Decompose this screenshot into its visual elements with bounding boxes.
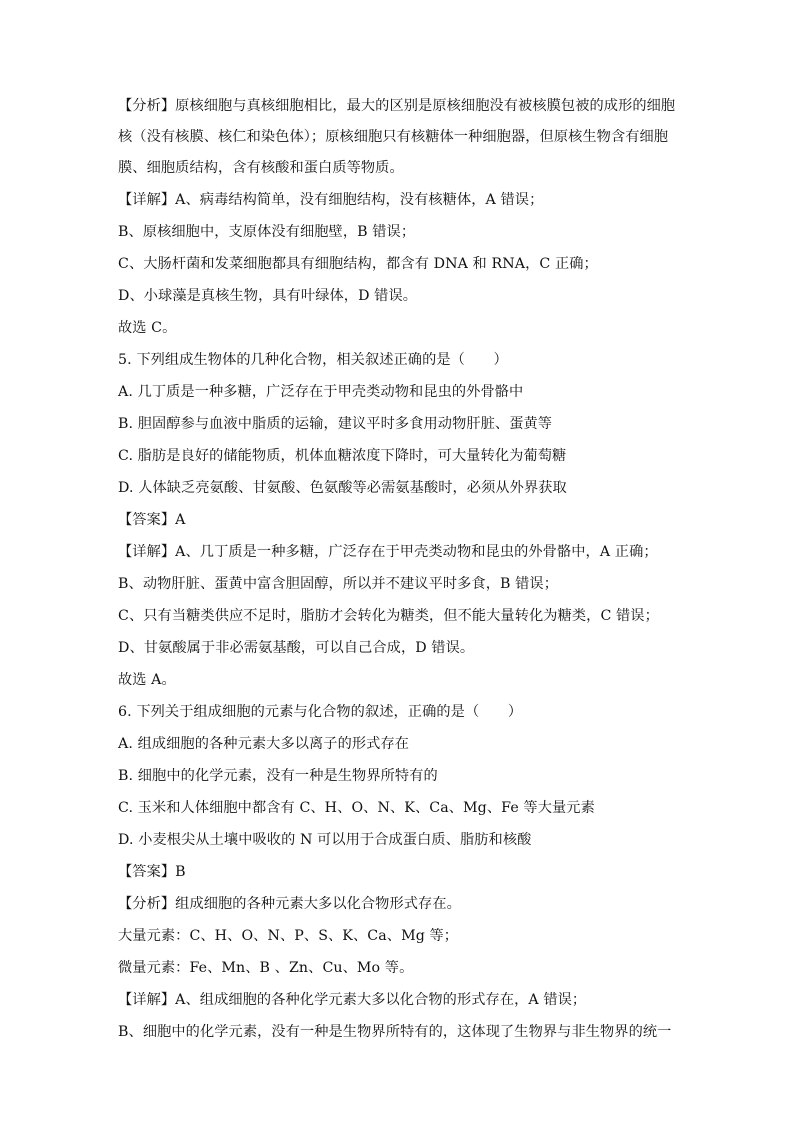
question-5-detail-b: B、动物肝脏、蛋黄中富含胆固醇，所以并不建议平时多食，B 错误； — [118, 576, 559, 592]
question-6-stem: 6. 下列关于组成细胞的元素与化合物的叙述，正确的是（ ） — [118, 704, 523, 720]
analysis-line-2: 核（没有核膜、核仁和染色体）；原核细胞只有核糖体一种细胞器，但原核生物含有细胞 — [118, 129, 669, 145]
question-5-detail-c: C、只有当糖类供应不足时，脂肪才会转化为糖类，但不能大量转化为糖类，C 错误； — [118, 608, 659, 624]
question-6-answer: 【答案】B — [118, 864, 186, 880]
macro-elements-line: 大量元素：C、H、O、N、P、S、K、Ca、Mg 等； — [118, 928, 459, 944]
question-6-option-c: C. 玉米和人体细胞中都含有 C、H、O、N、K、Ca、Mg、Fe 等大量元素 — [118, 800, 595, 816]
question-5-answer: 【答案】A — [118, 512, 186, 528]
detail-line-c: C、大肠杆菌和发菜细胞都具有细胞结构，都含有 DNA 和 RNA，C 正确； — [118, 256, 598, 272]
question-5-option-c: C. 脂肪是良好的储能物质，机体血糖浓度下降时，可大量转化为葡萄糖 — [118, 448, 567, 464]
detail-line-d: D、小球藻是真核生物，具有叶绿体，D 错误。 — [118, 288, 418, 304]
question-5-choice: 故选 A。 — [118, 672, 176, 688]
question-5-option-a: A. 几丁质是一种多糖，广泛存在于甲壳类动物和昆虫的外骨骼中 — [118, 384, 524, 400]
choice-line: 故选 C。 — [118, 320, 177, 336]
question-5-option-d: D. 人体缺乏亮氨酸、甘氨酸、色氨酸等必需氨基酸时，必须从外界获取 — [118, 480, 567, 496]
detail-line-a: 【详解】A、病毒结构简单，没有细胞结构，没有核糖体，A 错误； — [118, 192, 544, 208]
question-5-detail-d: D、甘氨酸属于非必需氨基酸，可以自己合成，D 错误。 — [118, 640, 475, 656]
micro-elements-line: 微量元素：Fe、Mn、B 、Zn、Cu、Mo 等。 — [118, 960, 414, 976]
question-6-analysis: 【分析】组成细胞的各种元素大多以化合物形式存在。 — [118, 896, 461, 912]
question-6-option-a: A. 组成细胞的各种元素大多以离子的形式存在 — [118, 736, 410, 752]
question-6-detail-b: B、细胞中的化学元素，没有一种是生物界所特有的，这体现了生物界与非生物界的统一 — [118, 1024, 672, 1040]
question-5-option-b: B. 胆固醇参与血液中脂质的运输，建议平时多食用动物肝脏、蛋黄等 — [118, 416, 553, 432]
question-6-option-d: D. 小麦根尖从土壤中吸收的 N 可以用于合成蛋白质、脂肪和核酸 — [118, 832, 532, 848]
detail-line-b: B、原核细胞中，支原体没有细胞壁，B 错误； — [118, 224, 416, 240]
question-6-option-b: B. 细胞中的化学元素，没有一种是生物界所特有的 — [118, 768, 438, 784]
analysis-line-3: 膜、细胞质结构，含有核酸和蛋白质等物质。 — [118, 160, 404, 176]
question-5-stem: 5. 下列组成生物体的几种化合物，相关叙述正确的是（ ） — [118, 352, 508, 368]
question-5-detail-a: 【详解】A、几丁质是一种多糖，广泛存在于甲壳类动物和昆虫的外骨骼中，A 正确； — [118, 544, 658, 560]
analysis-line-1: 【分析】原核细胞与真核细胞相比，最大的区别是原核细胞没有被核膜包被的成形的细胞 — [118, 98, 676, 114]
question-6-detail-a: 【详解】A、组成细胞的各种化学元素大多以化合物的形式存在，A 错误； — [118, 992, 587, 1008]
